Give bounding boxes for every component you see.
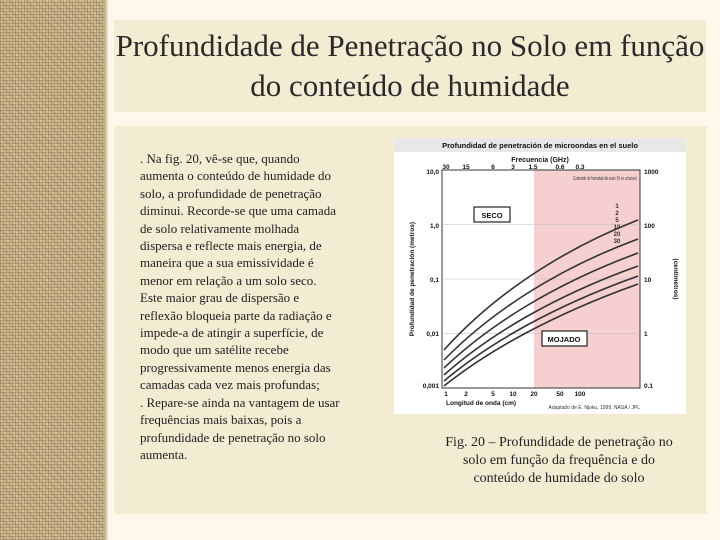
legend-value: 1 <box>615 204 619 210</box>
bottom-tick: 20 <box>530 391 538 398</box>
bottom-tick: 2 <box>464 391 468 398</box>
right-tick: 100 <box>644 223 655 230</box>
penetration-depth-figure <box>394 138 686 414</box>
top-axis-label: Frecuencia (GHz) <box>511 157 569 164</box>
burlap-texture-border <box>0 0 104 540</box>
legend-value: 5 <box>615 218 619 224</box>
right-tick: 1 <box>644 331 648 338</box>
right-axis-label: (centímetros) <box>672 258 679 300</box>
top-tick: 0.6 <box>555 164 565 171</box>
figure-credit: Adaptado de E. Njoku, 1999, NASA / JPL <box>548 405 640 411</box>
bottom-tick: 100 <box>574 391 586 398</box>
top-tick: 3 <box>511 164 515 171</box>
figure-title: Profundidad de penetración de microondas en el suelo <box>442 141 638 150</box>
left-tick: 10,0 <box>426 169 439 176</box>
slide-title: Profundidade de Penetração no Solo em função do conteúdo de humidade <box>115 28 705 103</box>
figure-caption: Fig. 20 – Profundidade de penetração no solo em função da frequência e do conteúdo de humidade do solo <box>445 435 673 486</box>
legend-value: 30 <box>613 239 621 245</box>
legend-value: 10 <box>613 225 621 231</box>
right-tick: 1000 <box>644 169 659 176</box>
bottom-tick: 50 <box>556 391 564 398</box>
legend-value: 20 <box>613 232 621 238</box>
left-tick: 0,1 <box>429 277 439 284</box>
left-tick: 0,01 <box>426 331 439 338</box>
legend-title: Contenido de humedad del suelo (% en volumen) <box>573 176 638 182</box>
left-axis-label: Profundidad de penetración (metros) <box>409 221 416 337</box>
body-paragraph: . Na fig. 20, vê-se que, quando aumenta o conteúdo de humidade do solo, a profundidade de penetração diminui. Recorde-se que uma camada de solo relativamente molhada dispersa e reflecte mais energia, de maneira que a sua emissividade é menor em relação a um solo seco. Este maior grau de dispersão e reflexão bloqueia parte da radiação e impede-a de atingir a superfície, de modo que um satélite recebe progressivamente menos energia das camadas cada vez mais profundas; . Repare-se ainda na vantagem de usar frequências mais baixas, pois a profundidade de penetração no solo aumenta. <box>140 151 340 462</box>
top-tick: 0.3 <box>575 164 585 171</box>
top-tick: 15 <box>462 164 470 171</box>
dry-label: SECO <box>481 211 503 220</box>
right-tick: 10 <box>644 277 652 284</box>
bottom-tick: 1 <box>444 391 448 398</box>
bottom-axis-label: Longitud de onda (cm) <box>446 400 517 407</box>
legend-value: 2 <box>615 211 619 217</box>
top-tick: 6 <box>491 164 495 171</box>
left-tick: 1,0 <box>429 223 439 230</box>
bottom-tick: 5 <box>491 391 495 398</box>
top-tick: 30 <box>442 164 450 171</box>
right-tick: 0.1 <box>644 383 654 390</box>
border-edge <box>104 0 108 540</box>
top-tick: 1.5 <box>528 164 538 171</box>
left-tick: 0,001 <box>422 383 439 390</box>
wet-label: MOJADO <box>547 335 581 344</box>
bottom-tick: 10 <box>509 391 517 398</box>
